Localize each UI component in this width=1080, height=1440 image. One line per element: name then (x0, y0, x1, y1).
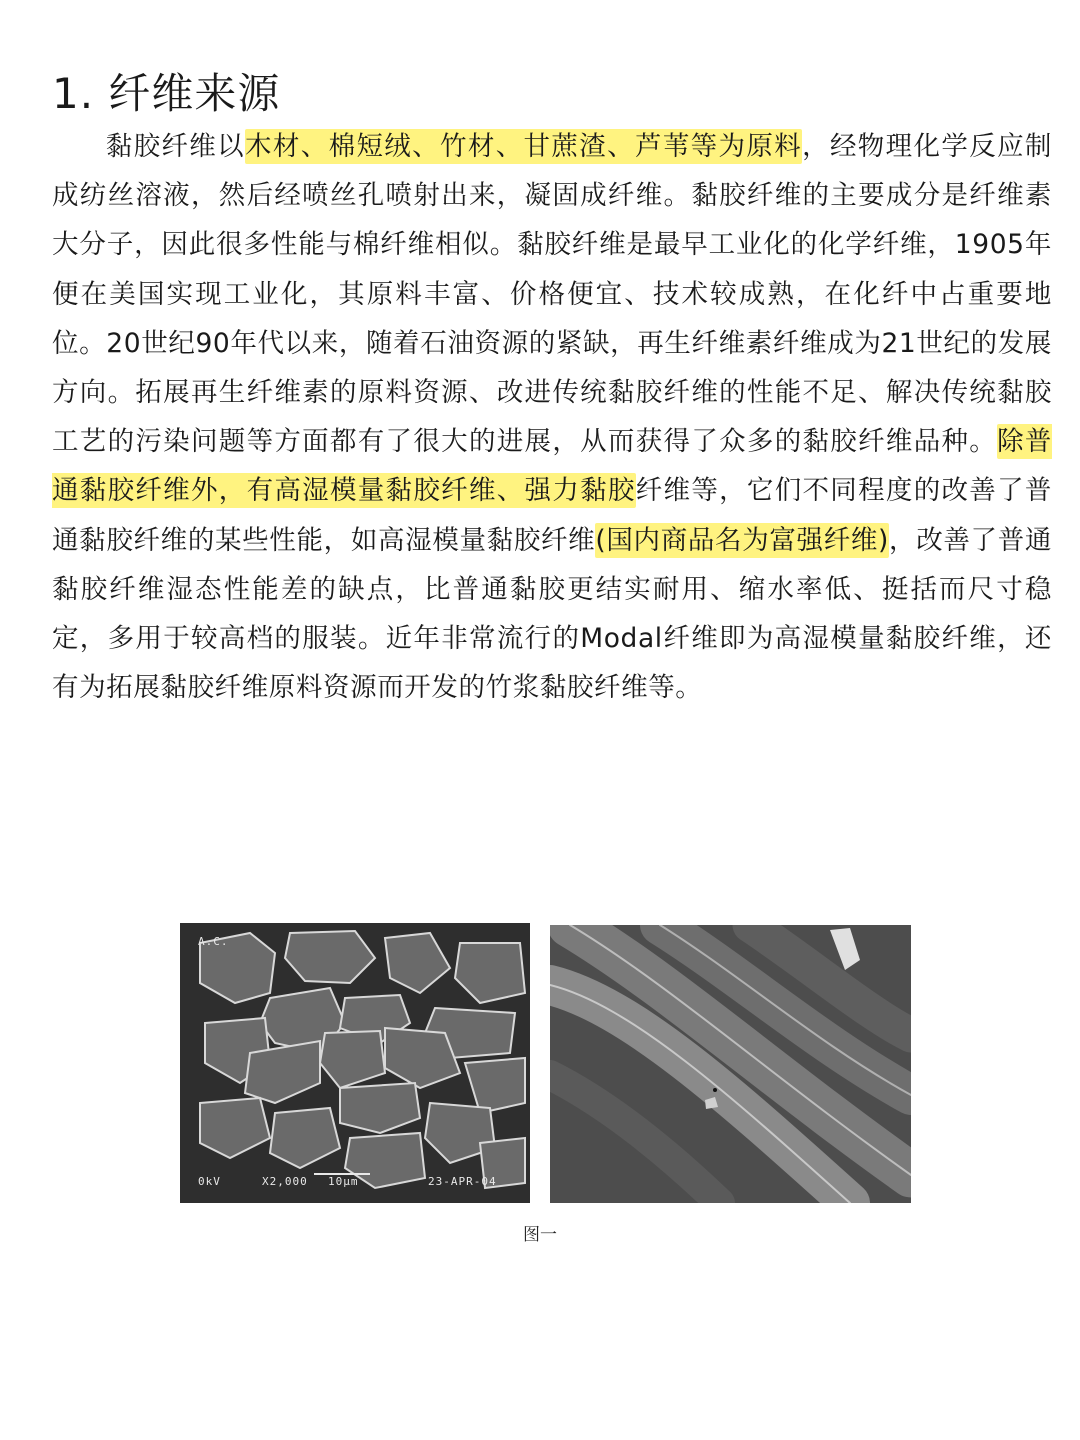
highlighted-raw-materials: 木材、棉短绒、竹材、甘蔗渣、芦苇等为原料 (245, 131, 803, 162)
text-segment: ，改善了普通黏胶纤维湿态性能差的缺点，比普通黏胶更结实耐用、缩水率低、挺括而尺寸稳定，多用于较高档的服装。近年非常流行的Modal纤维即为高湿模量黏胶纤维，还有为拓展黏胶纤维原料资源而开发的竹浆黏胶纤维等。 (52, 524, 1052, 704)
sem-label-magnification: X2,000 (262, 1175, 308, 1188)
text-segment: 黏胶纤维以 (105, 131, 246, 162)
sem-image-longitudinal (550, 925, 911, 1203)
sem-label-scale: 10μm (328, 1175, 359, 1188)
text-segment: ，经物理化学反应制成纺丝溶液，然后经喷丝孔喷射出来，凝固成纤维。黏胶纤维的主要成分是纤维素大分子，因此很多性能与棉纤维相似。黏胶纤维是最早工业化的化学纤维，1905年便在美国实现工业化，其原料丰富、价格便宜、技术较成熟，在化纤中占重要地位。20世纪90年代以来，随着石油资源的紧缺，再生纤维素纤维成为21世纪的发展方向。拓展再生纤维素的原料资源、改进传统黏胶纤维的性能不足、解决传统黏胶工艺的污染问题等方面都有了很大的进展，从而获得了众多的黏胶纤维品种。 (52, 131, 1053, 458)
text-segment: 纤维等，它们不同程度的改善了普通黏胶纤维的某些性能，如高湿模量黏胶纤维 (52, 475, 1052, 556)
section-title: 1. 纤维来源 (52, 69, 281, 118)
sem-image-cross-section (180, 923, 530, 1203)
sem-label-date: 23-APR-04 (428, 1175, 497, 1188)
highlighted-trade-name: (国内商品名为富强纤维) (595, 524, 889, 556)
cross-section-micrograph-icon (180, 923, 530, 1203)
scale-bar (314, 1173, 370, 1175)
longitudinal-fiber-micrograph-icon (550, 925, 911, 1203)
body-paragraph (52, 122, 1052, 712)
sem-label-sample: A.C. (198, 935, 229, 948)
figure (0, 920, 1080, 1260)
sem-label-voltage: 0kV (198, 1175, 221, 1188)
highlighted-fiber-types: 除普通黏胶纤维外，有高湿模量黏胶纤维、强力黏胶 (52, 426, 1052, 507)
figure-caption: 图一 (523, 1225, 557, 1245)
